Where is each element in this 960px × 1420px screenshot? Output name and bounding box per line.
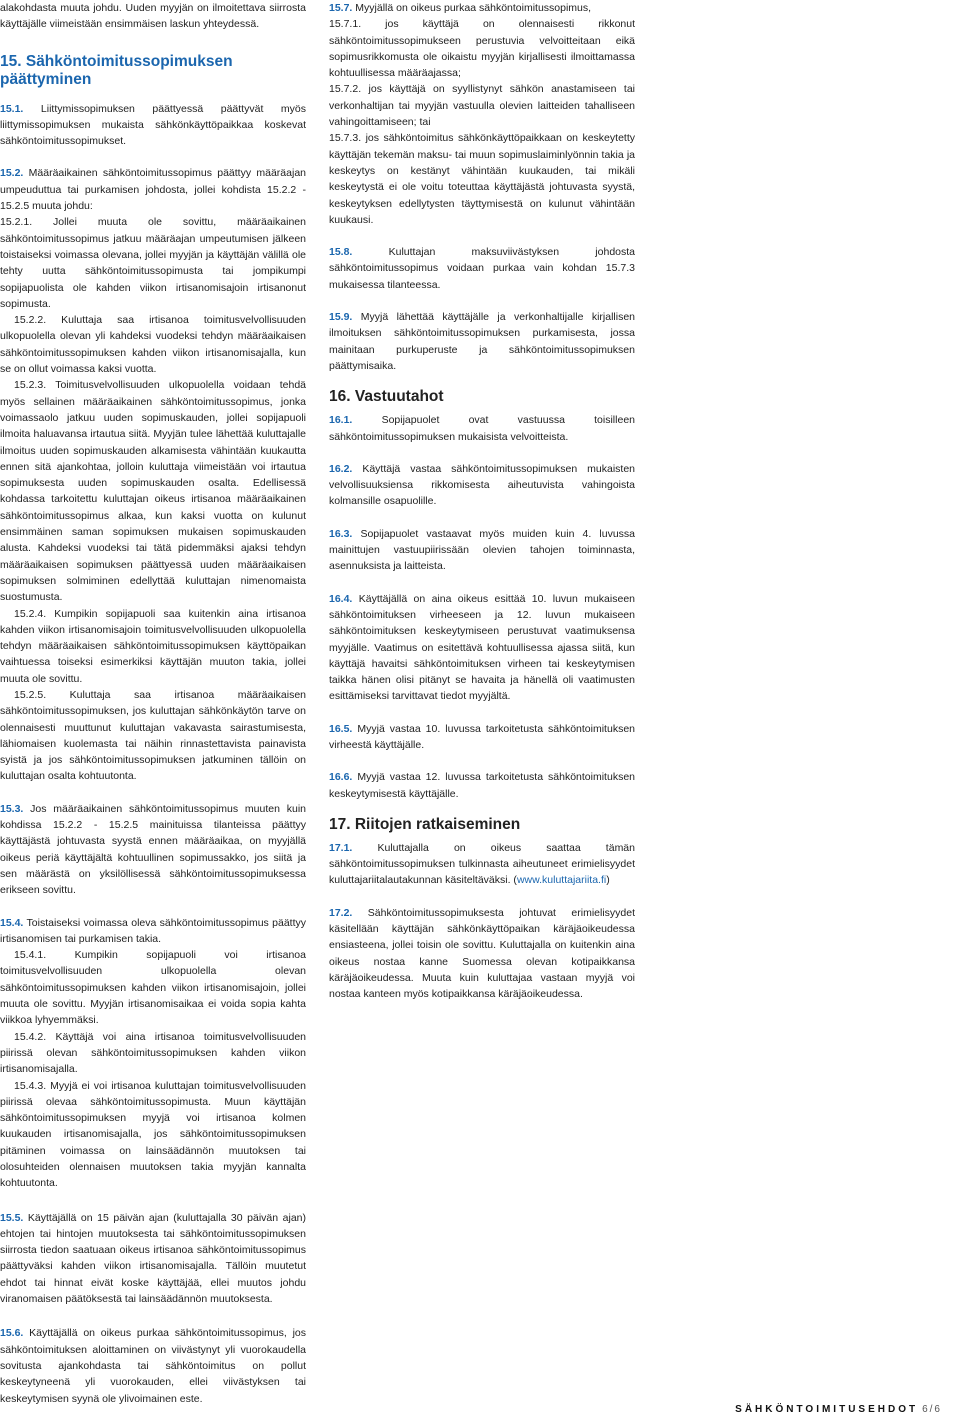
clause-15-2-4: 15.2.4. Kumpikin sopijapuoli saa kuitenkin aina irtisanoa kahden viikon irtisanomisajoin toimitusvelvollisuuden ulkopuolella tehdyn määräaikaisen sähköntoimitussopimuksen käyttöpaikan vaihtuessa toiseksi esimerkiksi käyttäjän muuton takia, jollei muuta ole sovittu. bbox=[0, 607, 306, 685]
clause-17-2: 17.2. Sähköntoimitussopimuksesta johtuvat erimielisyydet käsitellään käyttäjän sähkönkäyttöpaikan käräjäoikeudessa ensiasteena, jollei toisin ole sovittu. Kuluttajalla on kuitenkin aina oikeus nostaa kanne Suomessa olevan kotipaikkansa käräjäoikeudessa. Muuta kuin kuluttajaa vastaan myyjä voi nostaa kanteen myös kotipaikkansa käräjäoikeudessa. bbox=[329, 906, 635, 1001]
clause-15-7-2: 15.7.2. jos käyttäjä on syyllistynyt sähkön anastamiseen tai verkonhaltijan tai myyjän vastuulla olevien laitteiden tahalliseen vahingoittamiseen; tai bbox=[329, 83, 635, 129]
right-column bbox=[329, 0, 635, 1003]
clause-15-9: 15.9. Myyjä lähettää käyttäjälle ja verkonhaltijalle kirjallisen ilmoituksen sähköntoimitussopimuksen purkamisesta, jossa mainitaan purkuperuste ja sähköntoimitussopimuksen päättymisaika. bbox=[329, 311, 636, 372]
clause-15-7: 15.7. Myyjällä on oikeus purkaa sähköntoimitussopimus, bbox=[329, 2, 592, 14]
kuluttajariita-link[interactable]: www.kuluttajariita.fi bbox=[516, 874, 607, 887]
clause-15-2: 15.2. Määräaikainen sähköntoimitussopimus päättyy määräajan umpeuduttua tai purkamisen johdosta, jollei kohdista 15.2.2 - 15.2.5 muuta johdu: bbox=[0, 167, 306, 213]
clause-15-4-1: 15.4.1. Kumpikin sopijapuoli voi irtisanoa toimitusvelvollisuuden ulkopuolella olevan sähköntoimitussopimuksen kahden viikon irtisanomisajoin, jollei muuta ole sovittu. Myyjän irtisanomisaikaa ei voida sopia kahta viikkoa lyhyemmäksi. bbox=[0, 949, 306, 1027]
clause-number: 16.5. bbox=[329, 722, 353, 735]
clause-16-3: 16.3. Sopijapuolet vastaavat myös muiden kuin 4. luvussa mainittujen vastuupiirissään olevien tahojen toiminnasta, asennuksista ja laitteista. bbox=[329, 527, 635, 573]
clause-number: 15.9. bbox=[329, 311, 353, 324]
clause-number: 15.1. bbox=[0, 102, 24, 115]
clause-number: 16.4. bbox=[329, 592, 353, 605]
clause-16-1: 16.1. Sopijapuolet ovat vastuussa toisilleen sähköntoimitussopimuksen mukaisista velvoitteista. bbox=[329, 414, 635, 443]
clause-15-2-2: 15.2.2. Kuluttaja saa irtisanoa toimitusvelvollisuuden ulkopuolella olevan yli kahdeksi vuodeksi tehdyn määräaikaisen sähköntoimitussopimuksen kahden viikon irtisanomisajalla, kun se on ollut voimassa kaksi vuotta. bbox=[0, 314, 306, 376]
clause-15-6: 15.6. Käyttäjällä on oikeus purkaa sähköntoimitussopimus, jos sähköntoimituksen aloittaminen on viivästynyt yli vuorokaudella sovitusta ajankohdasta tai sähköntoimitus on pollut keskeytyneenä yli vuorokauden, ellei viivästyksen tai keskeytymisen syynä ole ylivoimainen este. bbox=[0, 1327, 306, 1405]
section-16-heading: 16. Vastuutahot bbox=[329, 388, 444, 406]
clause-number: 15.7. bbox=[329, 2, 353, 14]
clause-15-3: 15.3. Jos määräaikainen sähköntoimitussopimus muuten kuin kohdissa 15.2.2 - 15.2.5 mainituissa tilanteissa päättyy käyttäjästä johtuvasta syystä ennen määräaikaa, on myyjällä oikeus periä käyttäjältä kohtuullinen sopimussakko, jos siitä ja sen määrästä on yksilöllisessä sähköntoimitussopimuksessa erikseen sovittu. bbox=[0, 802, 306, 897]
clause-16-5: 16.5. Myyjä vastaa 10. luvussa tarkoitetusta sähköntoimituksen virheestä käyttäjälle. bbox=[329, 722, 635, 751]
clause-number: 16.1. bbox=[329, 414, 353, 427]
clause-number: 15.6. bbox=[0, 1327, 24, 1340]
section-17-heading: 17. Riitojen ratkaiseminen bbox=[329, 815, 521, 833]
clause-number: 17.1. bbox=[329, 841, 353, 854]
clause-15-2-5: 15.2.5. Kuluttaja saa irtisanoa määräaikaisen sähköntoimitussopimuksen, jos kuluttajan sähkönkäytön tarve on olennaisesti muuttunut kuluttajan vakavasta sairastumisesta, lähiomaisen kuolemasta tai näihin rinnastettavista painavista syistä ja jos sähköntoimitussopimuksen jatkuminen tällöin on kuluttajan osalta kohtuutonta. bbox=[0, 688, 306, 783]
clause-15-4-3: 15.4.3. Myyjä ei voi irtisanoa kuluttajan toimitusvelvollisuuden piirissä olevaa sähköntoimitussopimusta. Muun käyttäjän sähköntoimitussopimuksen myyjä voi irtisanoa kolmen kuukauden irtisanomisajalla, jos sähköntoimitussopimuksen pitäminen voimassa on lainsäädännön muutoksen tai olosuhteiden olennaisen muutoksen takia myyjän kannalta kohtuutonta. bbox=[0, 1079, 306, 1190]
clause-number: 15.5. bbox=[0, 1211, 24, 1224]
clause-number: 16.6. bbox=[329, 771, 353, 784]
clause-15-4-2: 15.4.2. Käyttäjä voi aina irtisanoa toimitusvelvollisuuden piirissä olevan sähköntoimitussopimuksen kahden viikon irtisanomisajalla. bbox=[0, 1030, 306, 1076]
intro-paragraph: alakohdasta muuta johdu. Uuden myyjän on ilmoitettava siirrosta käyttäjälle viimeistään ensimmäisen laskun yhteydessä. bbox=[0, 2, 306, 31]
clause-15-8: 15.8. Kuluttajan maksuviivästyksen johdosta sähköntoimitussopimus voidaan purkaa vain kohdan 15.7.3 mukaisessa tilanteessa. bbox=[329, 246, 636, 291]
page-footer bbox=[735, 1404, 942, 1415]
clause-17-1: 17.1. Kuluttajalla on oikeus saattaa tämän sähköntoimitussopimuksen tulkinnasta aiheutuneet erimielisyydet kuluttajariitalautakunnan käsiteltäväksi. (www.kuluttajariita.fi) bbox=[329, 841, 635, 887]
clause-15-5: 15.5. Käyttäjällä on 15 päivän ajan (kuluttajalla 30 päivän ajan) ehtojen tai hintojen muutoksesta tai sähköntoimitussopimuksen siirrosta tiedon saatuaan oikeus irtisanoa sähköntoimitussopimus päättyväksi kahden viikon irtisanomisajalla. Tällöin muutetut ehdot tai hinnat eivät koske käyttäjää, ellei muutos johdu viranomaisen päätöksestä tai lainsäädännön muutoksesta. bbox=[0, 1211, 307, 1306]
clause-16-4: 16.4. Käyttäjällä on aina oikeus esittää 10. luvun mukaiseen sähköntoimituksen virheeseen ja 12. luvun mukaiseen sähköntoimituksen keskeytymiseen perustuvat vaatimuksensa myyjälle. Vaatimus on esitettävä kohtuullisessa ajassa siitä, kun käyttäjä havaitsi sähköntoimituksen virheen tai keskeytymisen taikka hänen olisi pitänyt se havaita ja hänellä oli vaatimusten esittämiseksi tarvittavat tiedot myyjältä. bbox=[329, 592, 635, 703]
page-number: 6/6 bbox=[922, 1404, 942, 1415]
clause-number: 16.3. bbox=[329, 527, 353, 540]
clause-number: 15.3. bbox=[0, 802, 24, 815]
clause-number: 17.2. bbox=[329, 906, 353, 919]
clause-15-4: 15.4. Toistaiseksi voimassa oleva sähköntoimitussopimus päättyy irtisanomisen tai purkamisen takia. bbox=[0, 916, 306, 945]
clause-16-6: 16.6. Myyjä vastaa 12. luvussa tarkoitetusta sähköntoimituksen keskeytymisestä käyttäjälle. bbox=[329, 771, 635, 800]
clause-15-2-3: 15.2.3. Toimitusvelvollisuuden ulkopuolella voidaan tehdä myös sellainen määräaikainen sähköntoimitussopimus, jonka voimassaolo jatkuu uuden sopimuskauden, jollei sopijapuoli ilmoita haluavansa irtautua siitä. Myyjän tulee lähettää kuluttajalle ilmoitus uuden sopimuskauden alkamisesta vähintään kuukautta ennen sitä ajankohtaa, jolloin kuluttaja viimeistään voi irtautua sopimuksesta uuden sopimuskauden osalta. Edellisessä kohdassa tarkoitettu kuluttajan oikeus irtisanoa määräaikainen sähköntoimitussopimus alkaa, kun kaksi vuotta on kulunut ensimmäinen saman sopimuksen mukaisen sopimuskauden alusta. Kahdeksi vuodeksi tai tätä pidemmäksi ajaksi tehdyn määräaikaisen sopimuksen päättyessä uuden määräaikaisen sopimuksen solmiminen edellyttää kuluttajan nimenomaista suostumusta. bbox=[0, 379, 306, 604]
footer-title: SÄHKÖNTOIMITUSEHDOT bbox=[735, 1404, 919, 1415]
clause-16-2: 16.2. Käyttäjä vastaa sähköntoimitussopimuksen mukaisten velvollisuuksiensa rikkomisesta aiheutuvista vahingoista kolmansille osapuolille. bbox=[329, 462, 636, 508]
clause-number: 15.4. bbox=[0, 916, 24, 929]
section-15-heading: 15. Sähköntoimitussopimuksen päättyminen bbox=[0, 52, 233, 88]
clause-15-7-1: 15.7.1. jos käyttäjä on olennaisesti rikkonut sähköntoimitussopimukseen perustuvia velvoitteitaan eikä sopimusrikkomusta ole oikaistu myyjän kirjallisesti ilmoittamassa kohtuullisessa määräajassa; bbox=[329, 18, 635, 80]
clause-15-1: 15.1. Liittymissopimuksen päättyessä päättyvät myös liittymissopimuksen mukaista sähkönkäyttöpaikkaa koskevat sähköntoimitussopimukset. bbox=[0, 102, 306, 148]
clause-number: 16.2. bbox=[329, 462, 353, 475]
clause-15-2-1: 15.2.1. Jollei muuta ole sovittu, määräaikainen sähköntoimitussopimus jatkuu määräajan umpeutumisen jälkeen toistaiseksi voimassa olevana, jollei myyjän ja käyttäjän välillä ole tehty uutta sähköntoimitussopimusta tai jompikumpi sopijapuolista ole kahden viikon irtisanomisajoin irtisanonut sopimusta. bbox=[0, 216, 306, 310]
clause-15-7-3: 15.7.3. jos sähköntoimitus sähkönkäyttöpaikkaan on keskeytetty käyttäjän tekemän maksu- tai muun sopimuslaiminlyönnin takia ja keskeytys on kestänyt vähintään kuukauden, tai mikäli keskeytystä ei ole voitu toteuttaa käyttäjästä johtuvasta syystä, keskeytyksen edellytysten täyttymisestä on kulunut vähintään kuukausi. bbox=[329, 132, 635, 226]
left-column bbox=[0, 0, 306, 1407]
clause-number: 15.2. bbox=[0, 167, 24, 180]
clause-number: 15.8. bbox=[329, 246, 353, 259]
